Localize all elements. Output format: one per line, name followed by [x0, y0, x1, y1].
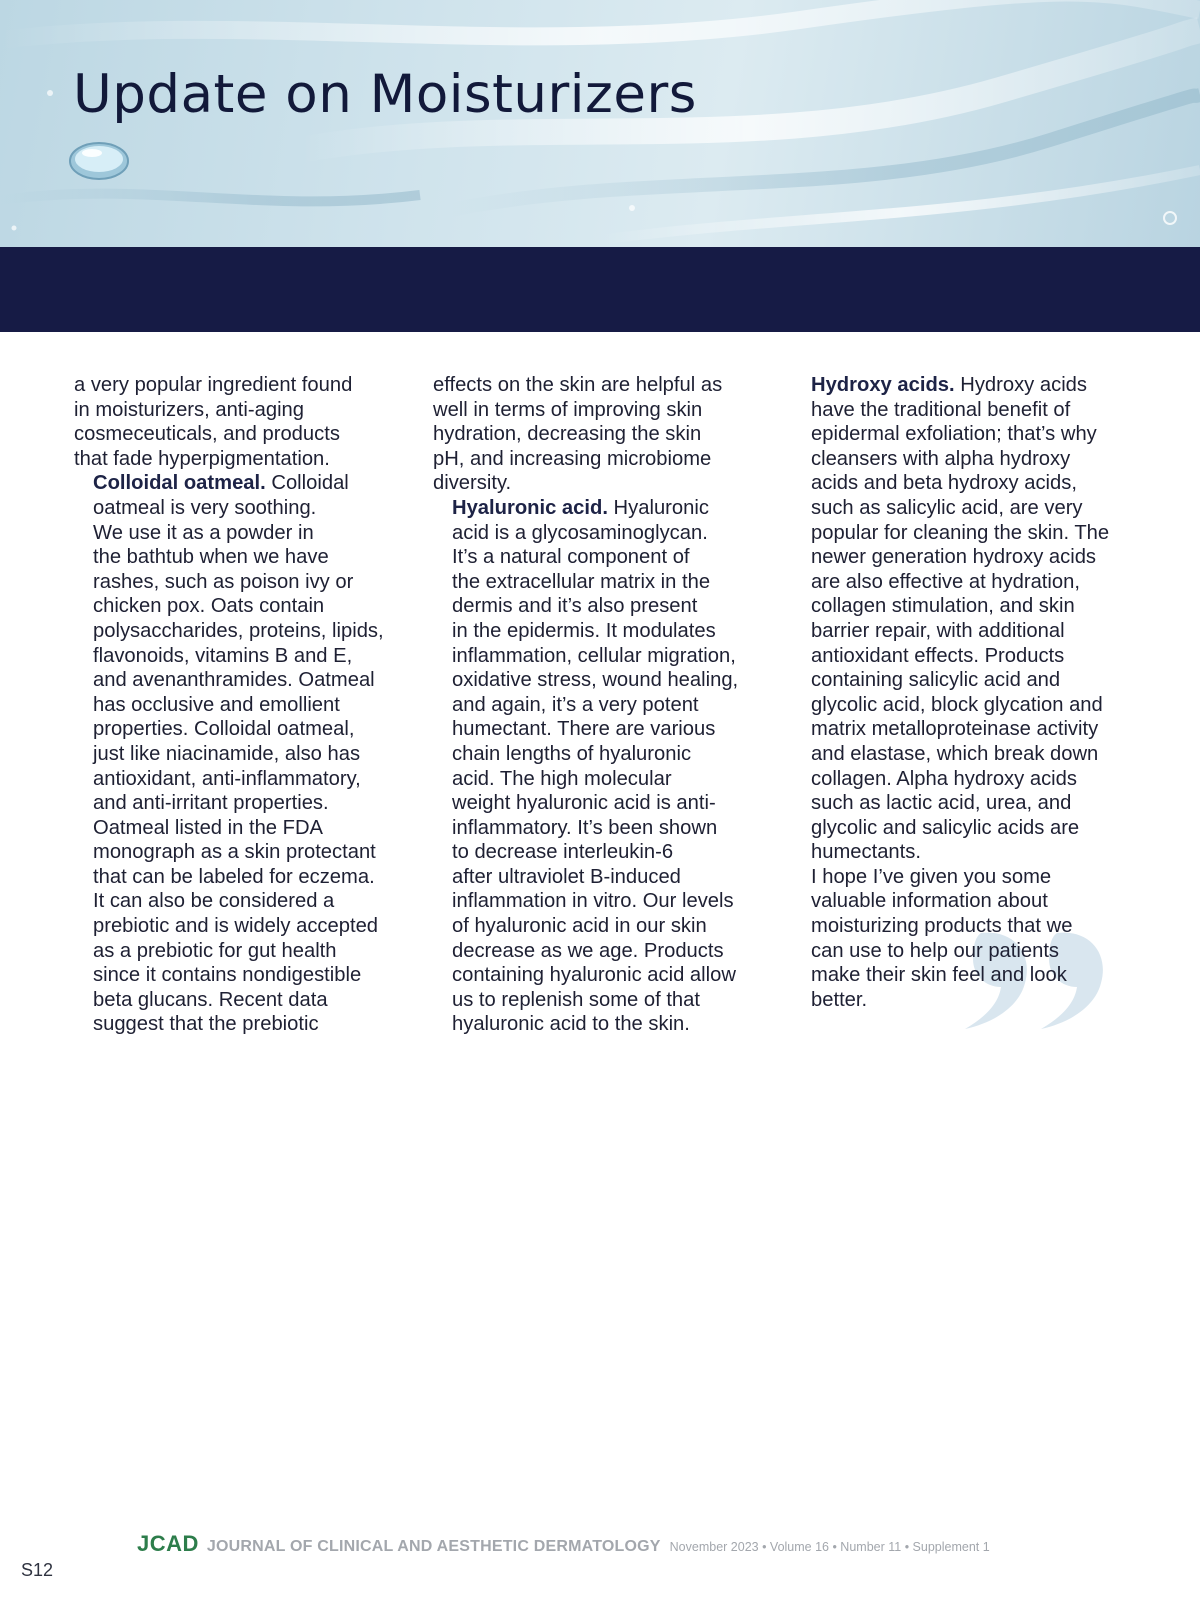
text-line: acid. The high molecular [452, 767, 672, 790]
text-line: inflammation, cellular migration, [452, 644, 736, 667]
text-line: as a prebiotic for gut health [93, 939, 337, 962]
paragraph-closing [792, 865, 1137, 1013]
journal-footer [137, 1531, 990, 1557]
text-line: properties. Colloidal oatmeal, [93, 718, 355, 741]
text-line: hyaluronic acid to the skin. [452, 1013, 690, 1036]
text-line: are also effective at hydration, [811, 570, 1080, 593]
text-line: collagen. Alpha hydroxy acids [811, 767, 1077, 790]
journal-brand-logo: JCAD [137, 1531, 199, 1556]
text-line: the bathtub when we have [93, 546, 329, 569]
header-band [0, 247, 1200, 332]
text-column-1 [74, 373, 419, 1037]
text-line: inflammation in vitro. Our levels [452, 890, 734, 913]
text-line: and elastase, which break down [811, 742, 1099, 765]
text-line: newer generation hydroxy acids [811, 546, 1097, 569]
text-line: better. [811, 988, 868, 1011]
header-banner [0, 0, 1200, 247]
text-line: acids and beta hydroxy acids, [811, 472, 1077, 495]
section-lead-hydroxy-acids: Hydroxy acids. [811, 374, 955, 396]
issue-info: November 2023 • Volume 16 • Number 11 • Supplement 1 [669, 1540, 990, 1554]
text-line: make their skin feel and look [811, 964, 1067, 987]
section-lead-hyaluronic-acid: Hyaluronic acid. [452, 496, 608, 519]
journal-name: JOURNAL OF CLINICAL AND AESTHETIC DERMATOLOGY [206, 1538, 661, 1555]
text-line: glycolic acid, block glycation and [811, 693, 1103, 716]
text-line: cosmeceuticals, and products [74, 423, 340, 446]
text-line: diversity. [433, 472, 512, 495]
text-line: effects on the skin are helpful as [433, 374, 723, 396]
text-line: have the traditional benefit of [811, 398, 1071, 421]
text-line: Colloidal [265, 472, 349, 495]
paragraph-hydroxy-acids [792, 373, 1137, 865]
text-line: matrix metalloproteinase activity [811, 718, 1099, 741]
text-line: chain lengths of hyaluronic [452, 742, 692, 765]
text-line: hydration, decreasing the skin [433, 423, 702, 446]
water-droplet-icon [68, 140, 130, 182]
text-line: oxidative stress, wound healing, [452, 669, 739, 692]
text-line: that fade hyperpigmentation. [74, 447, 330, 470]
text-line: barrier repair, with additional [811, 619, 1065, 642]
text-line: epidermal exfoliation; that’s why [811, 423, 1097, 446]
text-line: the extracellular matrix in the [452, 570, 711, 593]
text-line: can use to help our patients [811, 939, 1060, 962]
text-line: antioxidant, anti-inflammatory, [93, 767, 361, 790]
text-line: Oatmeal listed in the FDA [93, 816, 324, 839]
text-line: a very popular ingredient found [74, 374, 353, 396]
text-line: humectant. There are various [452, 718, 716, 741]
text-line: and anti-irritant properties. [93, 792, 329, 815]
text-line: inflammatory. It’s been shown [452, 816, 718, 839]
text-line: dermis and it’s also present [452, 595, 698, 618]
text-line: valuable information about [811, 890, 1048, 913]
text-line: that can be labeled for eczema. [93, 865, 375, 888]
text-line: It’s a natural component of [452, 546, 690, 569]
text-line: containing salicylic acid and [811, 669, 1061, 692]
text-line: suggest that the prebiotic [93, 1013, 319, 1036]
text-line: We use it as a powder in [93, 521, 314, 544]
text-line: in the epidermis. It modulates [452, 619, 716, 642]
text-line: just like niacinamide, also has [93, 742, 361, 765]
text-line: chicken pox. Oats contain [93, 595, 325, 618]
text-line: Hyaluronic [607, 496, 709, 519]
text-line: prebiotic and is widely accepted [93, 915, 379, 938]
text-line: decrease as we age. Products [452, 939, 724, 962]
text-line: collagen stimulation, and skin [811, 595, 1075, 618]
text-line: moisturizing products that we [811, 915, 1073, 938]
text-line: monograph as a skin protectant [93, 841, 376, 864]
text-line: weight hyaluronic acid is anti- [452, 792, 716, 815]
text-column-2 [433, 373, 778, 1037]
text-line: such as lactic acid, urea, and [811, 792, 1072, 815]
text-line: in moisturizers, anti-aging [74, 398, 305, 421]
text-line: containing hyaluronic acid allow [452, 964, 736, 987]
paragraph-hyaluronic-acid [433, 496, 778, 1037]
page-title: Update on Moisturizers [73, 64, 697, 125]
text-line: antioxidant effects. Products [811, 644, 1065, 667]
text-line: I hope I’ve given you some [811, 865, 1052, 888]
text-line: to decrease interleukin-6 [452, 841, 674, 864]
text-line: rashes, such as poison ivy or [93, 570, 354, 593]
text-line: Hydroxy acids [954, 374, 1088, 396]
paragraph [74, 373, 419, 471]
text-column-3 [792, 373, 1137, 1012]
text-line: pH, and increasing microbiome [433, 447, 712, 470]
text-line: has occlusive and emollient [93, 693, 340, 716]
text-line: well in terms of improving skin [433, 398, 703, 421]
text-line: such as salicylic acid, are very [811, 496, 1083, 519]
text-line: It can also be considered a [93, 890, 335, 913]
text-line: cleansers with alpha hydroxy [811, 447, 1071, 470]
text-line: glycolic and salicylic acids are [811, 816, 1080, 839]
text-line: acid is a glycosaminoglycan. [452, 521, 708, 544]
paragraph-colloidal-oatmeal [74, 471, 419, 1037]
page-number: S12 [21, 1560, 54, 1580]
text-line: beta glucans. Recent data [93, 988, 328, 1011]
text-line: oatmeal is very soothing. [93, 496, 317, 519]
text-line: humectants. [811, 841, 921, 864]
paragraph [433, 373, 778, 496]
text-line: since it contains nondigestible [93, 964, 362, 987]
text-line: of hyaluronic acid in our skin [452, 915, 707, 938]
text-line: flavonoids, vitamins B and E, [93, 644, 353, 667]
text-line: popular for cleaning the skin. The [811, 521, 1110, 544]
text-line: and avenanthramides. Oatmeal [93, 669, 375, 692]
text-line: polysaccharides, proteins, lipids, [93, 619, 384, 642]
text-line: and again, it’s a very potent [452, 693, 699, 716]
text-line: after ultraviolet B-induced [452, 865, 681, 888]
text-line: us to replenish some of that [452, 988, 700, 1011]
section-lead-colloidal-oatmeal: Colloidal oatmeal. [93, 472, 266, 495]
